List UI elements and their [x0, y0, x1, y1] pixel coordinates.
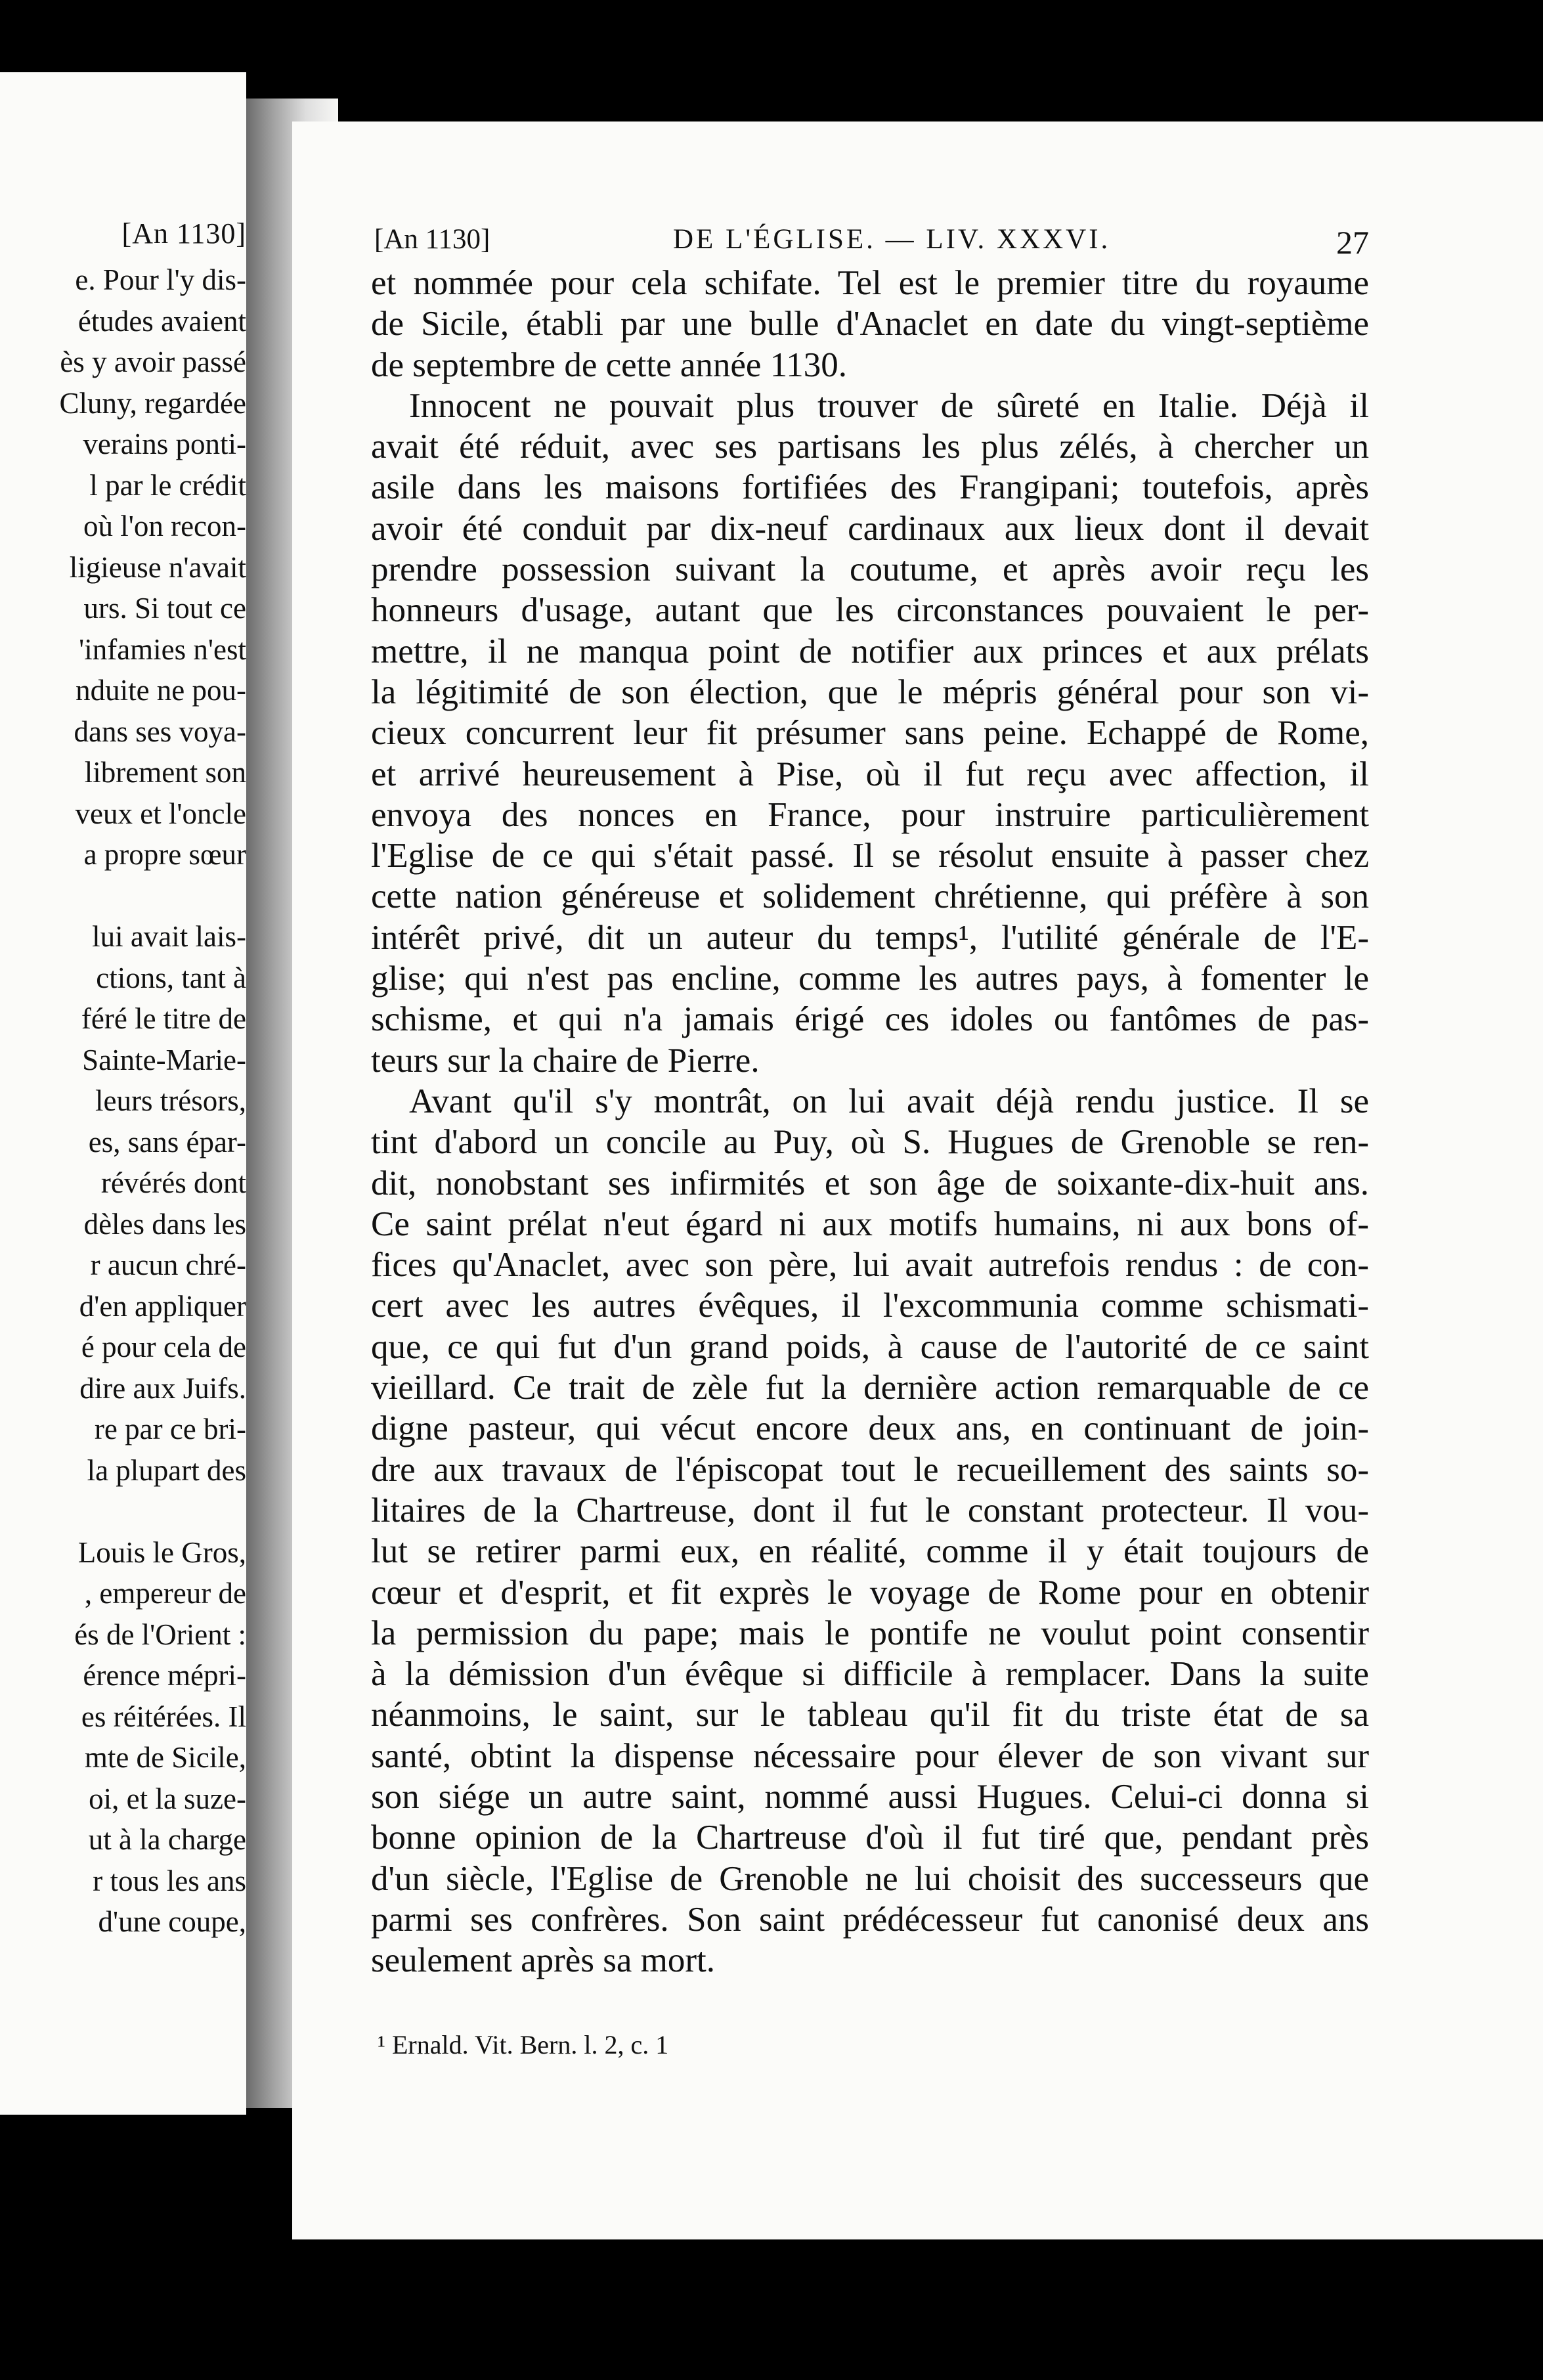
left-page-text	[0, 259, 246, 1943]
left-page-line: é pour cela de	[81, 1331, 246, 1363]
footnote: ¹ Ernald. Vit. Bern. l. 2, c. 1	[378, 2030, 669, 2060]
text-line: à la démission d'un évêque si difficile à remplacer. Dans la suite	[371, 1655, 1369, 1694]
text-line: schisme, et qui n'a jamais érigé ces idoles ou fantômes de pas-	[371, 1000, 1369, 1039]
text-line: et arrivé heureusement à Pise, où il fut reçu avec affection, il	[371, 755, 1369, 793]
text-line: cette nation généreuse et solidement chrétienne, qui préfère à son	[371, 877, 1369, 916]
left-page-line: Cluny, regardée	[59, 386, 246, 420]
left-page-line: verains ponti-	[83, 428, 246, 460]
text-line: que, ce qui fut d'un grand poids, à cause de l'autorité de ce saint	[371, 1327, 1369, 1366]
text-line: l'Eglise de ce qui s'était passé. Il se résolut ensuite à passer chez	[371, 837, 1369, 875]
left-page-line: 'infamies n'est	[79, 632, 246, 666]
text-line: bonne opinion de la Chartreuse d'où il fut tiré que, pendant près	[371, 1818, 1369, 1857]
text-line: tint d'abord un concile au Puy, où S. Hugues de Grenoble se ren-	[371, 1123, 1369, 1162]
text-line: intérêt privé, dit un auteur du temps¹, l'utilité générale de l'E-	[371, 918, 1369, 957]
text-line: son siége un autre saint, nommé aussi Hugues. Celui-ci donna si	[371, 1777, 1369, 1816]
left-page-line: lui avait lais-	[92, 920, 246, 953]
text-line: avoir été conduit par dix-neuf cardinaux aux lieux dont il devait	[371, 509, 1369, 548]
left-page-line: ut à la charge	[88, 1823, 246, 1856]
left-page-line: leurs trésors,	[95, 1084, 246, 1117]
text-line: Ce saint prélat n'eut égard ni aux motifs humains, ni aux bons of-	[371, 1204, 1369, 1243]
text-line: avait été réduit, avec ses partisans les plus zélés, à chercher un	[371, 428, 1369, 466]
left-page-line: a propre sœur	[83, 838, 246, 871]
text-line: la permission du pape; mais le pontife ne voulut point consentir	[371, 1614, 1369, 1652]
text-line: mettre, il ne manqua point de notifier aux princes et aux prélats	[371, 632, 1369, 671]
text-line: dre aux travaux de l'épiscopat tout le recueillement des saints so-	[371, 1450, 1369, 1489]
text-line: cœur et d'esprit, et fit exprès le voyage de Rome pour en obtenir	[371, 1573, 1369, 1612]
left-page-line: études avaient	[77, 304, 246, 338]
text-line: teurs sur la chaire de Pierre.	[371, 1041, 760, 1080]
text-line: santé, obtint la dispense nécessaire pour élever de son vivant sur	[371, 1736, 1369, 1775]
text-line: et nommée pour cela schifate. Tel est le premier titre du royaume	[371, 264, 1369, 302]
left-page-line: ligieuse n'avait	[69, 550, 246, 584]
left-page-line: Sainte-Marie-	[82, 1043, 246, 1076]
left-page-line: r tous les ans	[93, 1864, 246, 1897]
left-page-line	[0, 875, 246, 917]
left-page-line: nduite ne pou-	[76, 674, 246, 707]
running-header	[374, 223, 1369, 263]
left-page-header: [An 1130]	[121, 217, 246, 250]
text-line: parmi ses confrères. Son saint prédécesseur fut canonisé deux ans	[371, 1900, 1369, 1939]
text-line: néanmoins, le saint, sur le tableau qu'il fit du triste état de sa	[371, 1696, 1369, 1734]
text-line: glise; qui n'est pas encline, comme les autres pays, à fomenter le	[371, 959, 1369, 998]
text-line: d'un siècle, l'Eglise de Grenoble ne lui choisit des successeurs que	[371, 1859, 1369, 1898]
left-page-line: dire aux Juifs.	[79, 1371, 246, 1405]
text-line: dit, nonobstant ses infirmités et son âge de soixante-dix-huit ans.	[371, 1164, 1369, 1202]
left-page-line: mte de Sicile,	[84, 1741, 246, 1774]
text-line: asile dans les maisons fortifiées des Frangipani; toutefois, après	[371, 468, 1369, 507]
text-line: litaires de la Chartreuse, dont il fut le constant protecteur. Il vou-	[371, 1491, 1369, 1530]
left-page-line: urs. Si tout ce	[83, 592, 246, 625]
left-page-line: veux et l'oncle	[75, 797, 246, 830]
text-line: de Sicile, établi par une bulle d'Anaclet en date du vingt-septième	[371, 305, 1369, 343]
page-number: 27	[1336, 224, 1369, 261]
left-page-line: l par le crédit	[89, 468, 246, 502]
text-line: Innocent ne pouvait plus trouver de sûreté en Italie. Déjà il	[409, 386, 1369, 425]
body-text	[371, 263, 1369, 1981]
left-page-line: d'une coupe,	[98, 1905, 246, 1938]
header-year: [An 1130]	[374, 224, 490, 255]
text-line: vieillard. Ce trait de zèle fut la dernière action remarquable de ce	[371, 1369, 1369, 1407]
left-page-line: es réitérées. Il	[81, 1700, 246, 1733]
text-line: la légitimité de son élection, que le mépris général pour son vi-	[371, 672, 1369, 711]
text-line: envoya des nonces en France, pour instruire particulièrement	[371, 795, 1369, 834]
text-line: seulement après sa mort.	[371, 1941, 715, 1980]
left-page-line: dèles dans les	[83, 1207, 246, 1241]
left-page-line: librement son	[84, 756, 246, 789]
text-line: digne pasteur, qui vécut encore deux ans, en continuant de join-	[371, 1409, 1369, 1448]
left-page-line: érence mépri-	[83, 1659, 246, 1692]
left-page-line: Louis le Gros,	[77, 1535, 246, 1569]
left-page-line: où l'on recon-	[83, 510, 246, 542]
left-page-line	[0, 1491, 246, 1532]
text-line: fices qu'Anaclet, avec son père, lui avait autrefois rendus : de con-	[371, 1246, 1369, 1285]
left-page-line: dans ses voya-	[74, 715, 246, 748]
left-page-line: d'en appliquer	[79, 1289, 246, 1323]
left-page-line: révérés dont	[100, 1166, 246, 1199]
left-page-line: e. Pour l'y dis-	[75, 263, 246, 296]
left-page-line: es, sans épar-	[88, 1125, 246, 1158]
text-line: Avant qu'il s'y montrât, on lui avait déjà rendu justice. Il se	[409, 1082, 1369, 1120]
left-page-line: la plupart des	[87, 1453, 246, 1487]
left-page-line: oi, et la suze-	[89, 1782, 246, 1815]
text-line: lut se retirer parmi eux, en réalité, comme il y était toujours de	[371, 1532, 1369, 1571]
left-page-line: r aucun chré-	[90, 1248, 246, 1281]
left-page-line: és de l'Orient :	[74, 1618, 246, 1651]
left-page-line: , empereur de	[84, 1577, 246, 1610]
text-line: prendre possession suivant la coutume, et après avoir reçu les	[371, 550, 1369, 589]
text-line: cieux concurrent leur fit présumer sans peine. Echappé de Rome,	[371, 714, 1369, 753]
left-page-line: ctions, tant à	[96, 961, 246, 994]
text-line: cert avec les autres évêques, il l'excommunia comme schismati-	[371, 1287, 1369, 1325]
left-page-line: féré le titre de	[81, 1002, 246, 1035]
left-page-line: re par ce bri-	[94, 1413, 246, 1445]
header-title: DE L'ÉGLISE. — LIV. XXXVI.	[673, 224, 1111, 255]
left-page-line: ès y avoir passé	[60, 345, 246, 378]
text-line: de septembre de cette année 1130.	[371, 345, 847, 384]
text-line: honneurs d'usage, autant que les circonstances pouvaient le per-	[371, 591, 1369, 630]
